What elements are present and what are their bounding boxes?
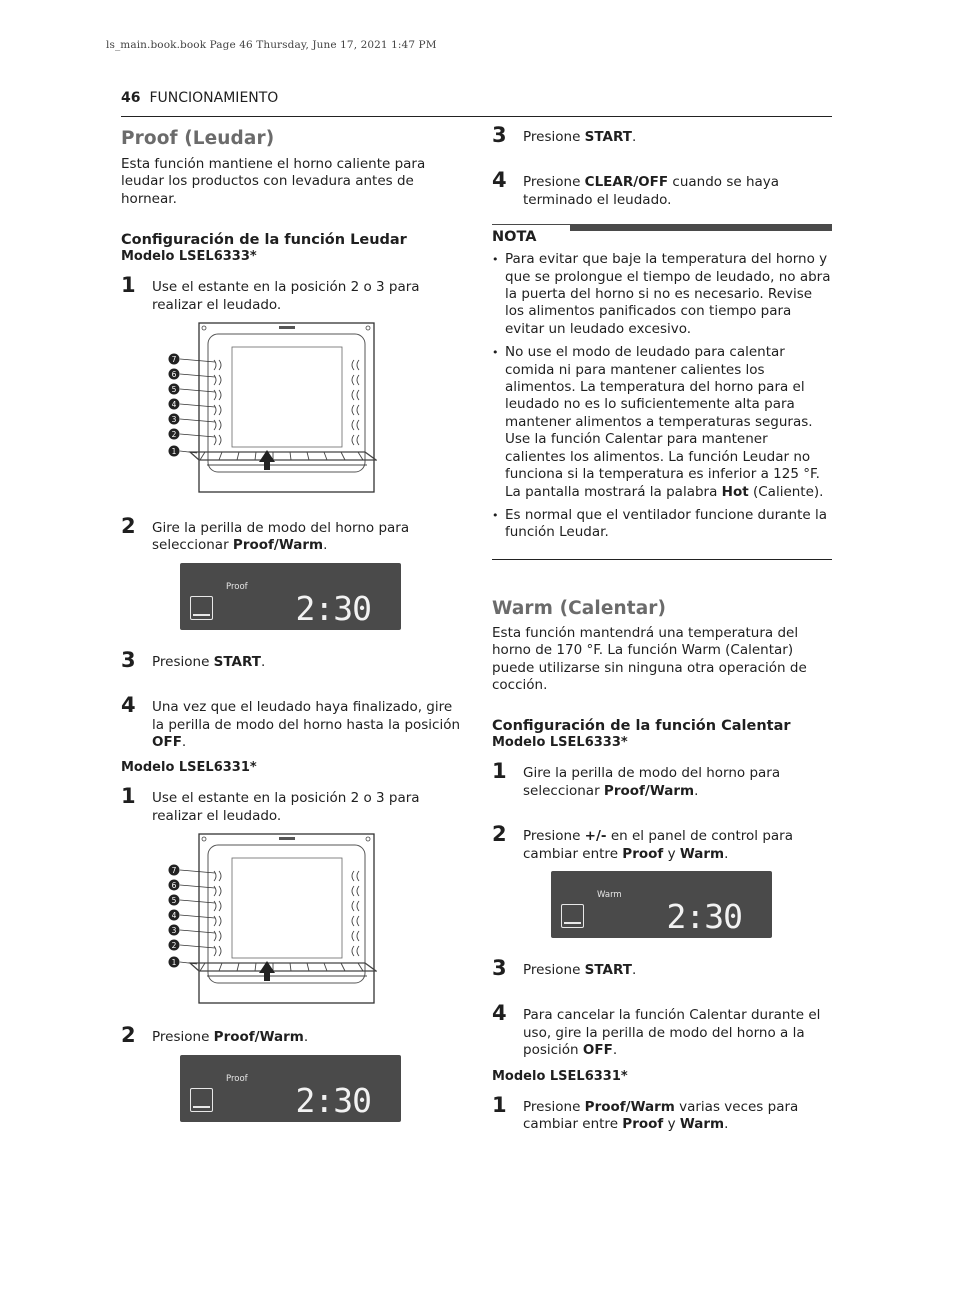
proof-a-step-3 — [121, 647, 461, 672]
step-text: Presione START. — [523, 129, 637, 145]
left-column — [121, 125, 461, 1122]
warm-a-step-2 — [492, 824, 832, 863]
display-mode-label: Warm — [597, 889, 622, 900]
rack-label-1: 1 — [171, 958, 177, 968]
oven-rack-illustration — [167, 322, 377, 494]
lock-icon — [190, 596, 213, 620]
warm-a-step-4 — [492, 1003, 832, 1059]
rack-label-1: 1 — [171, 447, 177, 457]
step-text: Use el estante en la posición 2 o 3 para realizar el leudado. — [152, 790, 420, 824]
note-list — [492, 251, 832, 542]
step-number: 4 — [121, 693, 136, 718]
step-number: 2 — [492, 822, 507, 847]
display-mode-label: Proof — [226, 1073, 248, 1084]
step-number: 3 — [492, 123, 507, 147]
proof-b-step-1 — [121, 786, 461, 825]
step-number: 4 — [492, 168, 507, 193]
oven-rack-illustration-2 — [167, 833, 377, 1005]
section-name: FUNCIONAMIENTO — [149, 90, 279, 106]
display-time: 2:30 — [666, 896, 742, 936]
print-metadata: ls_main.book.book Page 46 Thursday, June 17, 2021 1:47 PM — [106, 39, 437, 51]
step-number: 1 — [492, 759, 507, 784]
note-box — [492, 224, 832, 560]
warm-model-a: Modelo LSEL6333* — [492, 735, 628, 751]
step-number: 1 — [492, 1092, 507, 1117]
note-title: NOTA — [492, 229, 537, 246]
note-item: • No use el modo de leudado para calentar comida ni para mantener calientes los alimentos. La temperatura del horno para el leudado no es lo suficientemente alta para mantener alimentos a temperaturas seguras. Use la función Calentar para mantener calientes los alimentos. La función Leudar no funciona si la temperatura es inferior a 125 °F. La pantalla mostrará la palabra Hot (Caliente). — [492, 344, 832, 501]
rack-label-7: 7 — [171, 355, 177, 365]
step-text: Presione +/- en el panel de control para cambiar entre Proof y Warm. — [523, 828, 793, 862]
proof-b-step-3 — [492, 125, 832, 146]
step-number: 1 — [121, 273, 136, 298]
step-text: Use el estante en la posición 2 o 3 para realizar el leudado. — [152, 279, 420, 313]
warm-a-step-1 — [492, 761, 832, 800]
control-display-proof-2 — [180, 1055, 401, 1122]
step-text: Presione START. — [523, 961, 637, 978]
rack-label-3: 3 — [171, 926, 177, 936]
proof-model-b: Modelo LSEL6331* — [121, 760, 257, 776]
proof-a-step-2 — [121, 516, 461, 555]
note-item: • Para evitar que baje la temperatura del horno y que se prolongue el tiempo de leudado, no abra la puerta del horno si no es necesario. Revise los alimentos panificados con tiempo para evitar un leudado excesivo. — [492, 251, 832, 338]
step-text: Presione Proof/Warm varias veces para cambiar entre Proof y Warm. — [523, 1098, 799, 1132]
step-number: 2 — [121, 1023, 136, 1048]
rack-label-5: 5 — [171, 385, 177, 395]
note-rule — [492, 224, 570, 225]
proof-title: Proof (Leudar) — [121, 128, 275, 149]
display-time: 2:30 — [295, 588, 371, 628]
step-number: 2 — [121, 514, 136, 539]
rack-label-4: 4 — [171, 911, 177, 921]
proof-config-title: Configuración de la función Leudar — [121, 232, 407, 249]
step-number: 3 — [492, 955, 507, 980]
step-text: Presione Proof/Warm. — [152, 1029, 309, 1046]
step-text: Gire la perilla de modo del horno para seleccionar Proof/Warm. — [152, 520, 410, 554]
proof-a-step-1 — [121, 275, 461, 314]
rack-label-5: 5 — [171, 896, 177, 906]
note-bar — [570, 224, 832, 231]
step-number: 1 — [121, 784, 136, 809]
rack-label-2: 2 — [171, 430, 177, 440]
control-display-proof — [180, 563, 401, 630]
rack-label-2: 2 — [171, 941, 177, 951]
lock-icon — [190, 1088, 213, 1112]
oven-rack-diagram-2 — [167, 833, 377, 1005]
proof-b-step-2 — [121, 1025, 461, 1046]
step-number: 4 — [492, 1001, 507, 1026]
proof-b-step-4 — [492, 170, 832, 209]
proof-a-step-4 — [121, 695, 461, 751]
warm-b-step-1 — [492, 1092, 832, 1134]
step-text: Presione CLEAR/OFF cuando se haya terminado el leudado. — [523, 174, 780, 208]
note-header — [492, 224, 832, 246]
rack-label-6: 6 — [171, 881, 177, 891]
oven-rack-diagram — [167, 322, 377, 494]
step-text: Para cancelar la función Calentar durante el uso, gire la perilla de modo del horno a la posición OFF. — [523, 1007, 821, 1059]
step-text: Una vez que el leudado haya finalizado, gire la perilla de modo del horno hasta la posición OFF. — [152, 699, 461, 751]
warm-title: Warm (Calentar) — [492, 597, 667, 619]
proof-intro: Esta función mantiene el horno caliente para leudar los productos con levadura antes de hornear. — [121, 156, 426, 207]
lock-icon — [561, 904, 584, 928]
running-header — [121, 90, 832, 117]
proof-model-a: Modelo LSEL6333* — [121, 249, 257, 265]
rack-label-7: 7 — [171, 866, 177, 876]
warm-intro: Esta función mantendrá una temperatura del horno de 170 °F. La función Warm (Calentar) puede utilizarse sin ninguna otra operación de cocción. — [492, 624, 807, 693]
warm-a-step-3 — [492, 955, 832, 980]
page-number: 46 — [121, 90, 141, 106]
right-column — [492, 125, 832, 1133]
display-time: 2:30 — [295, 1080, 371, 1120]
display-mode-label: Proof — [226, 581, 248, 592]
control-display-warm — [551, 871, 772, 938]
rack-label-6: 6 — [171, 370, 177, 380]
rack-label-4: 4 — [171, 400, 177, 410]
note-item: • Es normal que el ventilador funcione durante la función Leudar. — [492, 507, 832, 542]
warm-config-title: Configuración de la función Calentar — [492, 718, 791, 735]
step-text: Presione START. — [152, 653, 266, 670]
step-number: 3 — [121, 647, 136, 672]
rack-label-3: 3 — [171, 415, 177, 425]
step-text: Gire la perilla de modo del horno para seleccionar Proof/Warm. — [523, 765, 781, 799]
warm-model-b: Modelo LSEL6331* — [492, 1068, 628, 1084]
